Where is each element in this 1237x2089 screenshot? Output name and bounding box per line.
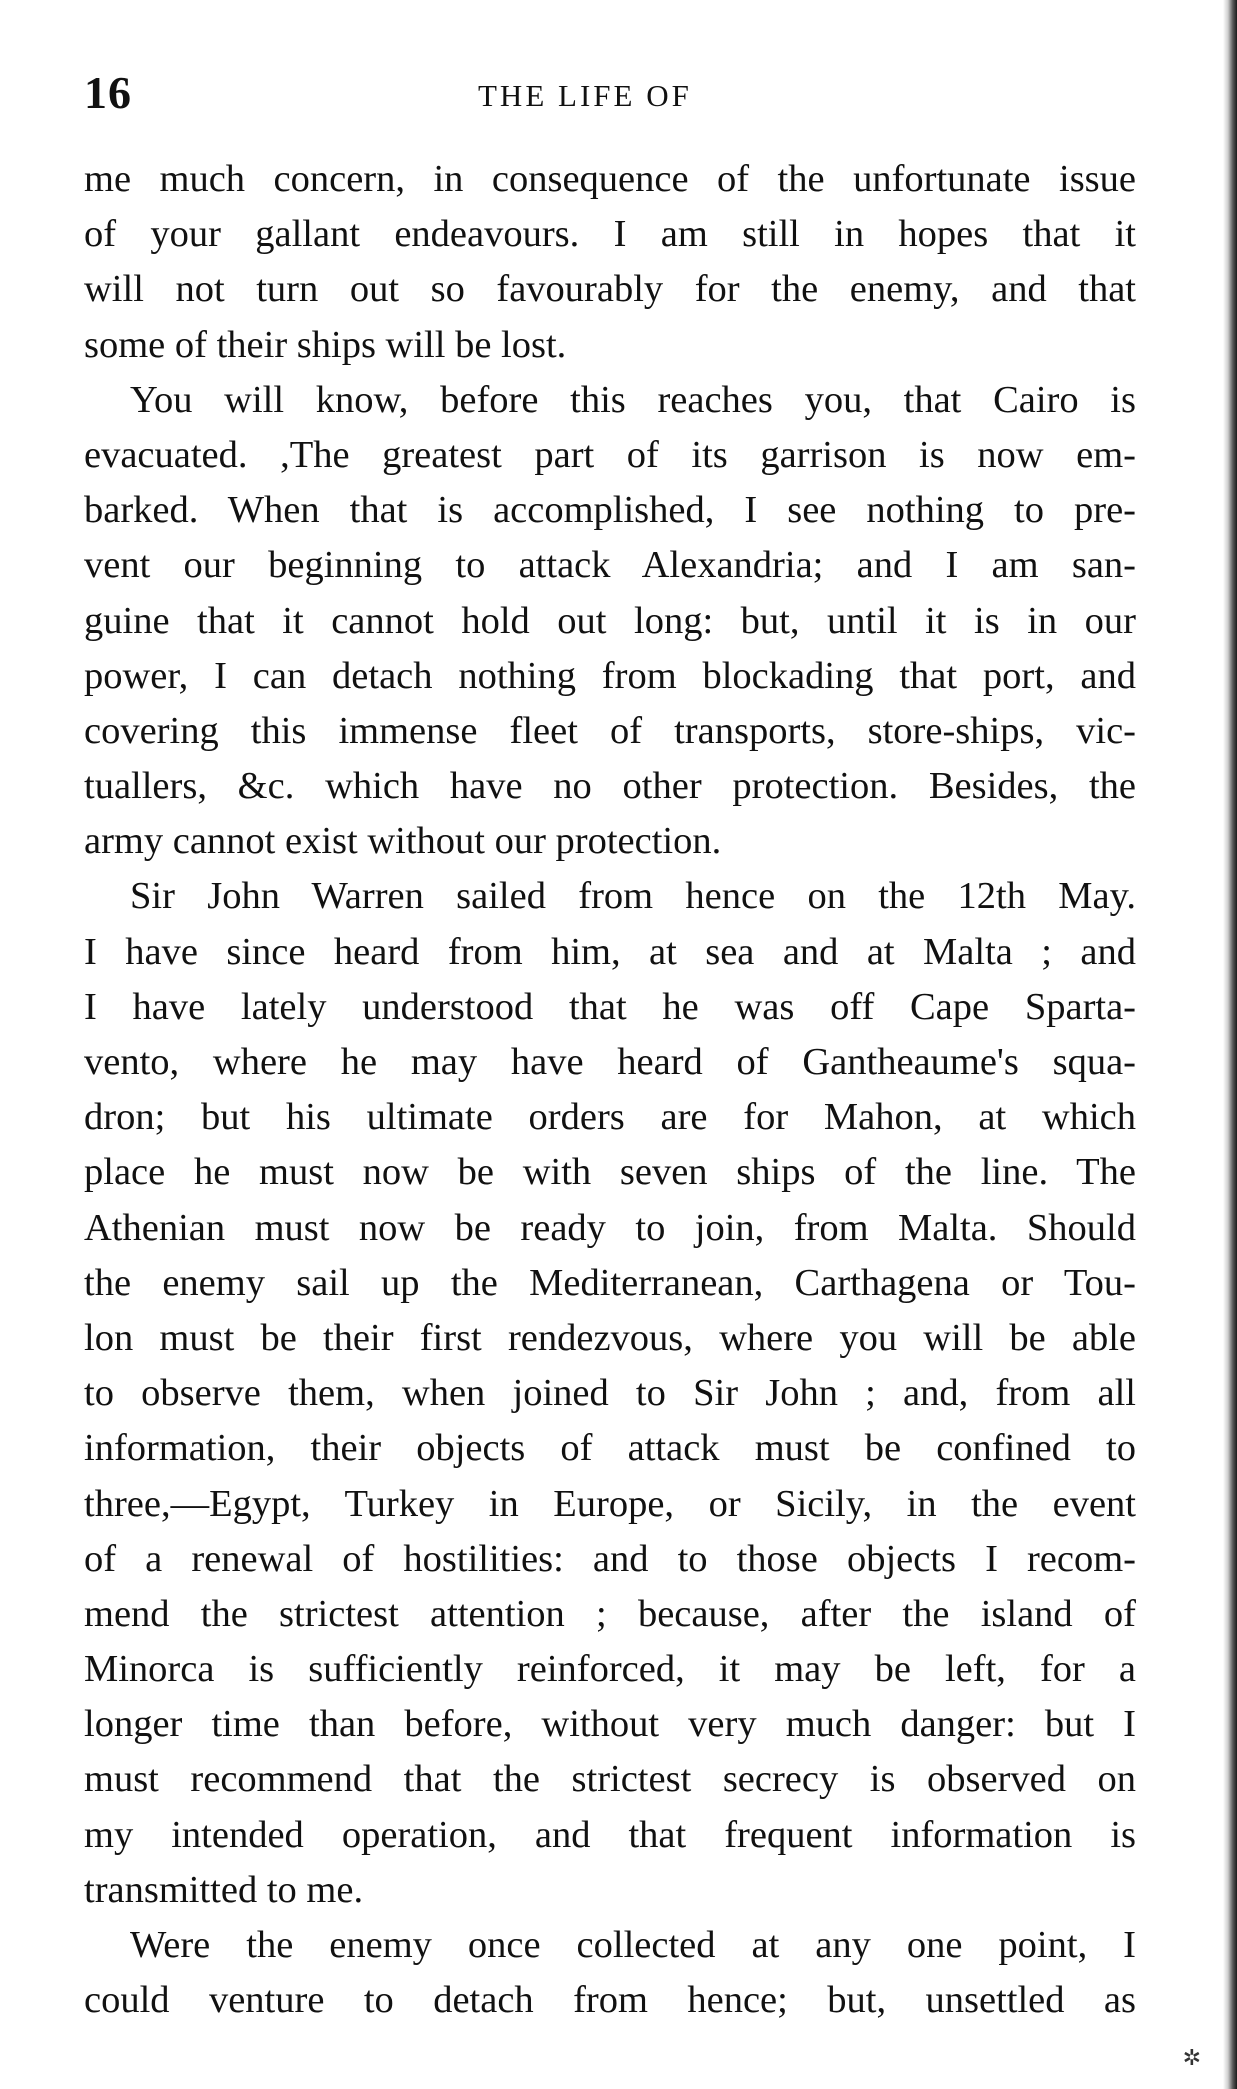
text-line: the enemy sail up the Mediterranean, Carthagena or Tou- [84,1261,1136,1304]
text-line: could venture to detach from hence; but, unsettled as [84,1979,1136,2022]
text-line: Athenian must now be ready to join, from Malta. Should [84,1206,1136,1249]
text-line: information, their objects of attack must be confined to [84,1427,1136,1470]
text-line: Minorca is sufficiently reinforced, it may be left, for a [84,1648,1136,1691]
text-line: longer time than before, without very much danger: but I [84,1703,1136,1746]
text-line: covering this immense fleet of transports, store-ships, vic- [84,709,1136,752]
text-line: power, I can detach nothing from blockading that port, and [84,654,1136,697]
text-line: guine that it cannot hold out long: but, until it is in our [84,599,1136,642]
text-line: Were the enemy once collected at any one point, I [130,1924,1136,1966]
text-line: some of their ships will be lost. [84,323,567,366]
text-line: army cannot exist without our protection. [84,820,722,863]
text-line: I have lately understood that he was off Cape Sparta- [84,985,1136,1028]
text-line: lon must be their first rendezvous, where you will be able [84,1316,1136,1359]
text-line: to observe them, when joined to Sir John ; and, from all [84,1372,1136,1415]
text-line: dron; but his ultimate orders are for Mahon, at which [84,1096,1136,1139]
text-line: of your gallant endeavours. I am still in hopes that it [84,213,1136,256]
text-line: I have since heard from him, at sea and at Malta ; and [84,930,1136,973]
body-text [84,152,1136,2028]
text-line: vent our beginning to attack Alexandria; and I am san- [84,544,1136,587]
text-line: evacuated. ,The greatest part of its garrison is now em- [84,433,1136,476]
book-spine-shadow [1223,0,1237,2089]
text-line: mend the strictest attention ; because, after the island of [84,1592,1136,1635]
text-line: me much concern, in consequence of the unfortunate issue [84,158,1136,200]
page-number: 16 [84,67,132,118]
text-line: must recommend that the strictest secrecy is observed on [84,1758,1136,1801]
running-head: THE LIFE OF [478,78,692,113]
text-line: Sir John Warren sailed from hence on the 12th May. [130,875,1136,918]
text-line: vento, where he may have heard of Gantheaume's squa- [84,1041,1136,1083]
text-line: You will know, before this reaches you, that Cairo is [130,378,1136,421]
text-line: of a renewal of hostilities: and to those objects I recom- [84,1537,1136,1580]
ornament-mark: ✲ [1182,2045,1201,2070]
text-line: place he must now be with seven ships of the line. The [84,1151,1136,1194]
text-line: will not turn out so favourably for the enemy, and that [84,268,1136,311]
text-line: tuallers, &c. which have no other protection. Besides, the [84,765,1136,808]
text-line: transmitted to me. [84,1868,364,1911]
page-header [84,66,1134,126]
text-line: barked. When that is accomplished, I see nothing to pre- [84,489,1136,532]
text-line: three,—Egypt, Turkey in Europe, or Sicily, in the event [84,1482,1136,1525]
text-line: my intended operation, and that frequent information is [84,1813,1136,1856]
